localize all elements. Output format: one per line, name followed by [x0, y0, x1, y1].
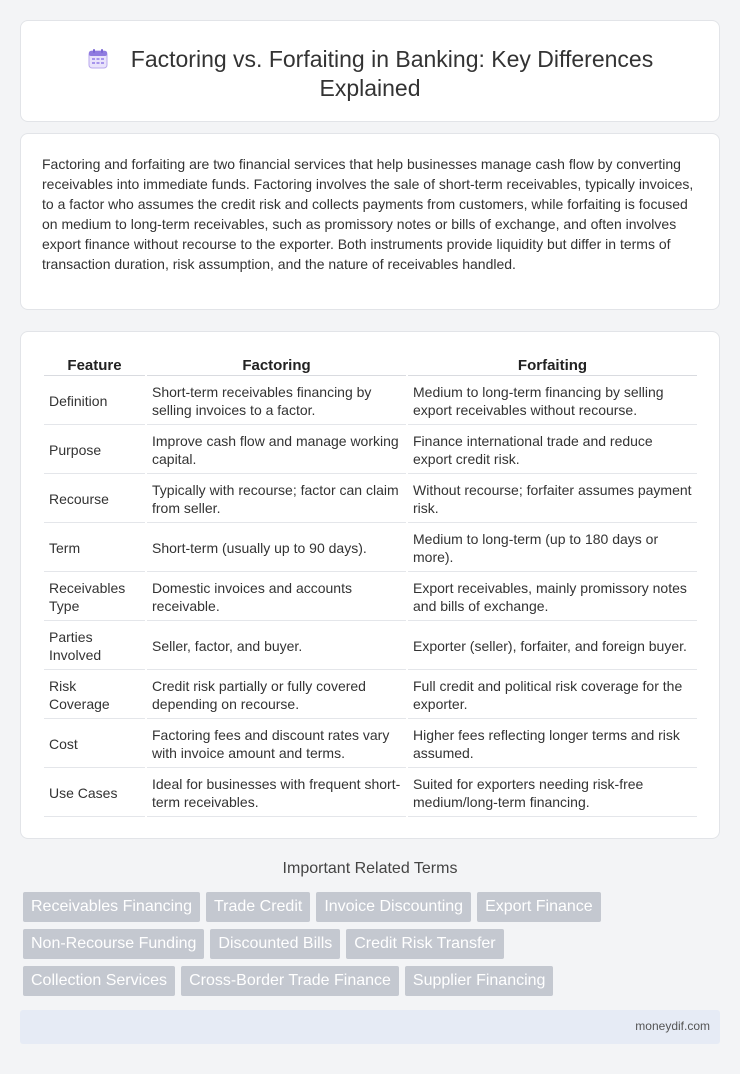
- page-title-text: Factoring vs. Forfaiting in Banking: Key Differences Explained: [130, 46, 654, 101]
- factoring-cell: Short-term receivables financing by selling invoices to a factor.: [147, 378, 406, 425]
- related-terms-title: Important Related Terms: [282, 860, 458, 877]
- table-row: [44, 378, 697, 425]
- intro-paragraph: Factoring and forfaiting are two financial services that help businesses manage cash flow by converting receivables into immediate funds. Factoring involves the sale of short-term receivables, typically invoices, to a factor who assumes the credit risk and collects payments from customers, while forfaiting is focused on medium to long-term receivables, such as promissory notes or bills of exchange, and often involves export finance without recourse to the exporter. Both instruments provide liquidity but differ in terms of transaction duration, risk assumption, and the nature of receivables handled.: [42, 156, 694, 272]
- forfaiting-cell: Full credit and political risk coverage for the exporter.: [408, 672, 697, 719]
- related-terms-tags: [23, 892, 623, 996]
- forfaiting-cell: Without recourse; forfaiter assumes payment risk.: [408, 476, 697, 523]
- forfaiting-cell: Medium to long-term (up to 180 days or more).: [408, 525, 697, 572]
- tag-supplier-financing[interactable]: Supplier Financing: [405, 966, 554, 996]
- tag-cross-border-trade-finance[interactable]: Cross-Border Trade Finance: [181, 966, 399, 996]
- forfaiting-cell: Export receivables, mainly promissory notes and bills of exchange.: [408, 574, 697, 621]
- forfaiting-cell: Medium to long-term financing by selling export receivables without recourse.: [408, 378, 697, 425]
- page-title: [21, 45, 719, 103]
- header-factoring: Factoring: [147, 356, 406, 376]
- calendar-icon: [87, 48, 109, 70]
- table-header-row: [44, 356, 697, 376]
- feature-cell: Use Cases: [44, 770, 145, 817]
- footer-site[interactable]: moneydif.com: [635, 1019, 710, 1033]
- footer: [20, 1010, 720, 1044]
- header-forfaiting: Forfaiting: [408, 356, 697, 376]
- feature-cell: Term: [44, 525, 145, 572]
- tag-credit-risk-transfer[interactable]: Credit Risk Transfer: [346, 929, 503, 959]
- table-row: [44, 574, 697, 621]
- feature-cell: Cost: [44, 721, 145, 768]
- table-row: [44, 476, 697, 523]
- factoring-cell: Typically with recourse; factor can claim from seller.: [147, 476, 406, 523]
- feature-cell: Definition: [44, 378, 145, 425]
- tag-trade-credit[interactable]: Trade Credit: [206, 892, 310, 922]
- tag-receivables-financing[interactable]: Receivables Financing: [23, 892, 200, 922]
- tag-discounted-bills[interactable]: Discounted Bills: [210, 929, 340, 959]
- feature-cell: Receivables Type: [44, 574, 145, 621]
- header-feature: Feature: [44, 356, 145, 376]
- table-row: [44, 427, 697, 474]
- forfaiting-cell: Exporter (seller), forfaiter, and foreign buyer.: [408, 623, 697, 670]
- feature-cell: Parties Involved: [44, 623, 145, 670]
- comparison-table: [42, 354, 699, 819]
- tag-export-finance[interactable]: Export Finance: [477, 892, 601, 922]
- tag-collection-services[interactable]: Collection Services: [23, 966, 175, 996]
- forfaiting-cell: Suited for exporters needing risk-free medium/long-term financing.: [408, 770, 697, 817]
- forfaiting-cell: Higher fees reflecting longer terms and risk assumed.: [408, 721, 697, 768]
- title-card: [20, 20, 720, 122]
- tag-invoice-discounting[interactable]: Invoice Discounting: [316, 892, 471, 922]
- factoring-cell: Domestic invoices and accounts receivable.: [147, 574, 406, 621]
- factoring-cell: Factoring fees and discount rates vary with invoice amount and terms.: [147, 721, 406, 768]
- factoring-cell: Credit risk partially or fully covered depending on recourse.: [147, 672, 406, 719]
- feature-cell: Risk Coverage: [44, 672, 145, 719]
- feature-cell: Purpose: [44, 427, 145, 474]
- intro-card: [20, 133, 720, 310]
- factoring-cell: Short-term (usually up to 90 days).: [147, 525, 406, 572]
- comparison-card: [20, 331, 720, 839]
- table-row: [44, 721, 697, 768]
- factoring-cell: Ideal for businesses with frequent short-term receivables.: [147, 770, 406, 817]
- table-row: [44, 525, 697, 572]
- table-row: [44, 623, 697, 670]
- feature-cell: Recourse: [44, 476, 145, 523]
- factoring-cell: Improve cash flow and manage working capital.: [147, 427, 406, 474]
- table-row: [44, 770, 697, 817]
- factoring-cell: Seller, factor, and buyer.: [147, 623, 406, 670]
- table-row: [44, 672, 697, 719]
- tag-non-recourse-funding[interactable]: Non-Recourse Funding: [23, 929, 204, 959]
- forfaiting-cell: Finance international trade and reduce export credit risk.: [408, 427, 697, 474]
